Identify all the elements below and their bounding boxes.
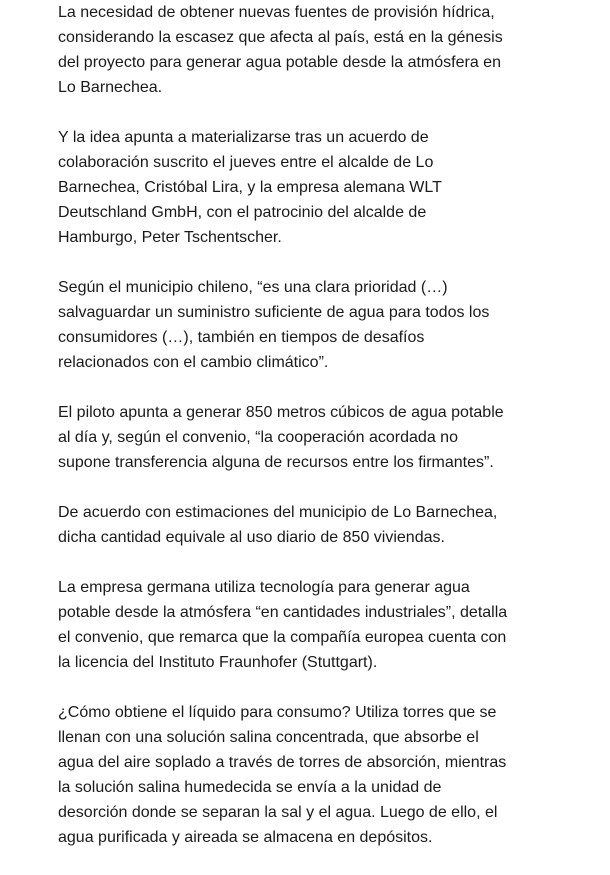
text-line: La empresa germana utiliza tecnología para generar agua (58, 579, 470, 596)
article-paragraph-4 (58, 400, 558, 475)
text-line: supone transferencia alguna de recursos entre los firmantes”. (58, 454, 494, 471)
article-paragraph-7 (58, 700, 558, 850)
text-line: Barnechea, Cristóbal Lira, y la empresa alemana WLT (58, 179, 442, 196)
text-line: del proyecto para generar agua potable desde la atmósfera en (58, 54, 501, 71)
text-line: Hamburgo, Peter Tschentscher. (58, 229, 282, 246)
article-paragraph-6 (58, 575, 558, 675)
text-line: ¿Cómo obtiene el líquido para consumo? Utiliza torres que se (58, 704, 497, 721)
text-line: la licencia del Instituto Fraunhofer (Stuttgart). (58, 654, 378, 671)
article-paragraph-3 (58, 275, 558, 375)
text-line: agua purificada y aireada se almacena en depósitos. (58, 829, 433, 846)
text-line: desorción donde se separan la sal y el agua. Luego de ello, el (58, 804, 498, 821)
text-line: La necesidad de obtener nuevas fuentes de provisión hídrica, (58, 4, 495, 21)
text-line: Deutschland GmbH, con el patrocinio del alcalde de (58, 204, 427, 221)
text-line: agua del aire soplado a través de torres de absorción, mientras (58, 754, 507, 771)
text-line: potable desde la atmósfera “en cantidades industriales”, detalla (58, 604, 508, 621)
text-line: relacionados con el cambio climático”. (58, 354, 329, 371)
text-line: el convenio, que remarca que la compañía europea cuenta con (58, 629, 507, 646)
text-line: colaboración suscrito el jueves entre el alcalde de Lo (58, 154, 434, 171)
text-line: dicha cantidad equivale al uso diario de 850 viviendas. (58, 529, 445, 546)
article-paragraph-5 (58, 500, 558, 550)
text-line: al día y, según el convenio, “la cooperación acordada no (58, 429, 458, 446)
text-line: la solución salina humedecida se envía a la unidad de (58, 779, 442, 796)
text-line: Lo Barnechea. (58, 79, 163, 96)
text-line: De acuerdo con estimaciones del municipio de Lo Barnechea, (58, 504, 498, 521)
article-paragraph-2 (58, 125, 558, 250)
text-line: El piloto apunta a generar 850 metros cúbicos de agua potable (58, 404, 504, 421)
article-paragraph-1 (58, 0, 558, 100)
text-line: salvaguardar un suministro suficiente de agua para todos los (58, 304, 490, 321)
text-line: llenan con una solución salina concentrada, que absorbe el (58, 729, 479, 746)
text-line: Según el municipio chileno, “es una clara prioridad (…) (58, 279, 448, 296)
article-body (58, 0, 558, 875)
text-line: considerando la escasez que afecta al país, está en la génesis (58, 29, 503, 46)
text-line: consumidores (…), también en tiempos de desafíos (58, 329, 425, 346)
text-line: Y la idea apunta a materializarse tras un acuerdo de (58, 129, 429, 146)
